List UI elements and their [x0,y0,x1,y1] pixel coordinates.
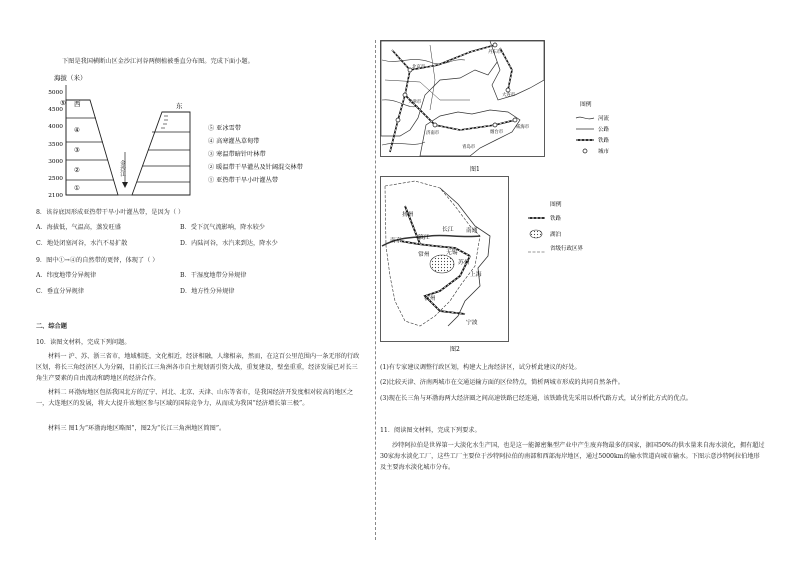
q9-option-c[interactable]: C．垂直分异规律 [36,288,85,295]
city-label: 威海市 [516,125,530,130]
y-tick: 5000 [48,90,63,96]
zone-marker: ② [74,167,80,174]
map-yangtze-delta [380,176,630,356]
map2-legend-title: 图例 [550,202,562,208]
city-label: 北京市 [412,65,426,70]
q9-option-b[interactable]: B．干湿度地带分异规律 [180,272,247,279]
city-label: 苏州 [458,260,470,266]
city-label: 镇江 [418,235,430,241]
intro-text: 下图是我国横断山区金沙江河谷两侧植被垂直分布图。完成下面小题。 [62,58,254,65]
material-1: 材料一 沪、苏、浙三省市，地域相连，文化相近，经济相融，人缘相亲，然而，在这百公里范围内一条无形的行政区划，将长三角经济区人为分隔，目前长江三角洲各市自主规划需引资大战，重复建设，壁垒重重，经济发展已对长三角生产要素的自由流动和跨地区的经济合作。 [36,353,360,382]
q11-body: 沙特阿拉伯是世界第一大淡化水生产国，也是这一能源密集型产业中产生废弃物最多的国家，据国50%的供水量来自海水淡化，拥有超过30家海水淡化工厂，这些工厂主要位于沙特阿拉伯的南部和西部海岸地区，通过5000km的输水管道向城市输水。下图示意沙特阿拉伯地形及主要海水淡化城市分布。 [380,442,765,471]
legend-road: 公路 [598,127,610,133]
city-label: 无锡 [446,250,458,256]
vegetation-diagram [40,72,340,202]
east-label: 东 [176,102,183,110]
column-divider [375,40,376,540]
city-label: 天津市 [408,100,422,105]
y-tick: 4000 [48,124,63,130]
legend-river: 河流 [598,116,610,122]
q9-option-d[interactable]: D．地方性分异规律 [180,288,235,295]
legend-rail: 铁路 [550,216,562,222]
city-label: 常州 [418,252,430,258]
map1-caption: 图1 [470,166,480,173]
q10-part-1: (1)有专家建议调整行政区划，构建大上海经济区，试分析此建议的好处。 [380,364,581,371]
west-label: 西 [74,100,81,108]
q10-part-3: (3)现在长三角与环渤海两大经济圈之间高速铁路已经连通，该铁路优先采用以桥代路方式，试分析此方式的优点。 [380,395,692,402]
city-label: 南京 [390,238,402,244]
city-label: 济南市 [426,131,440,136]
legend-boundary: 省级行政区界 [550,246,584,252]
material-3: 材料三 图1为“环渤海地区略图”，图2为“长江三角洲地区简图”。 [48,425,226,432]
y-tick: 2100 [48,193,63,199]
zone-marker: ③ [74,147,80,154]
q11-title: 11．阅读图文材料，完成下列要求。 [380,427,481,434]
city-label: 南通 [466,228,478,234]
map1-legend-title: 图例 [580,102,592,108]
q10-title: 10．读图文材料，完成下列问题。 [36,339,131,346]
y-axis-title: 海拔（米） [54,74,87,82]
q9-option-a[interactable]: A．纬度地带分异规律 [36,272,97,279]
legend-item: ⑤ 亚冰雪带 [208,125,241,132]
q8-stem: 8．该谷底因形成亚热带干旱小叶灌丛带，是因为（ ） [36,209,185,216]
legend-item: ③ 寒温带暗针叶林带 [208,151,266,158]
city-label: 杭州 [424,296,436,302]
map2-caption: 图2 [450,346,460,353]
city-label: 宁波 [466,320,478,326]
legend-item: ④ 高寒灌丛草甸带 [208,138,260,145]
river-label: 长江 [442,227,454,233]
east-slope [132,112,190,195]
q8-option-c[interactable]: C．地处闭塞河谷，水汽不易扩散 [36,240,128,247]
taihu-lake [430,255,454,273]
legend-item: ① 亚热带干旱小叶灌丛带 [208,177,279,184]
y-tick: 2500 [48,176,63,182]
zone-marker: ⑤ [60,100,66,107]
q8-option-b[interactable]: B．受下沉气流影响，降水较少 [180,224,265,231]
city-label: 大连市 [502,93,516,98]
y-tick: 3500 [48,142,63,148]
zone-marker: ④ [74,127,80,134]
q8-option-a[interactable]: A．海拔低，气温高，蒸发旺盛 [36,224,121,231]
river-label: 金沙江 [119,160,125,177]
material-2: 材料二 环渤海地区包括我国北方的辽宁、河北、北京、天津、山东等省市，是我国经济开发度相对较高的地区之一，大连地区的发展，将大大提升该地区参与区域的国际竞争力，从而成为我国“经济增长第三极”。 [36,389,354,407]
city-label: 上海 [470,272,482,278]
legend-item: ② 暖温带干旱灌丛及针阔混交林带 [208,164,303,171]
city-label: 丹东市 [488,50,502,55]
q10-part-2: (2)比较天津、济南两城市在交通运输方面的区位特点，简析两城市形成的共同自然条件。 [380,379,624,386]
y-tick: 3000 [48,159,63,165]
legend-rail: 铁路 [598,138,610,144]
zone-marker: ① [74,185,80,192]
q8-option-d[interactable]: D．内陆河谷，水汽来到达，降水少 [180,240,278,247]
legend-city: 城市 [598,149,610,155]
city-label: 青岛市 [462,145,476,150]
legend-lake: 湖泊 [550,232,562,238]
y-tick: 4500 [48,107,63,113]
q9-stem: 9．图中①→④的自然带的更替，体现了（ ） [36,257,159,264]
city-label: 扬州 [402,212,414,218]
city-label: 烟台市 [490,130,504,135]
map-bohai [380,40,630,175]
section-title: 二、综合题 [36,323,67,330]
